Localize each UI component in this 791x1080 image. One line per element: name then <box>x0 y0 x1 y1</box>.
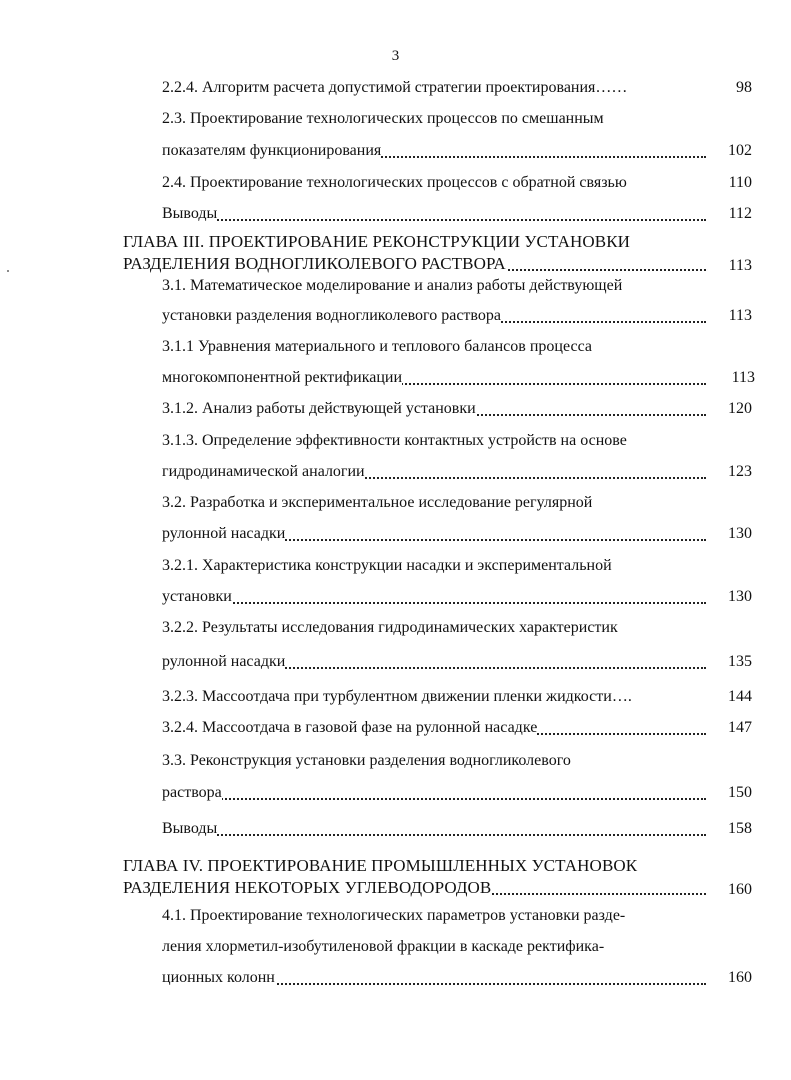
toc-entry-text: 3.2.1. Характеристика конструкции насадки и экспериментальной <box>162 557 612 574</box>
page-number: 3 <box>391 48 400 64</box>
toc-entry-line-with-leader <box>162 652 706 672</box>
toc-page-number: 150 <box>728 784 752 801</box>
toc-entry-text: 3.1.3. Определение эффективности контактных устройств на основе <box>162 432 627 449</box>
toc-entry-line-with-leader <box>162 141 706 161</box>
toc-page-number: 160 <box>728 969 752 986</box>
toc-entry-text: ционных колонн <box>162 969 275 986</box>
toc-entry-line-with-leader <box>123 254 706 274</box>
dot-leader <box>162 798 706 800</box>
toc-entry-line-with-leader <box>162 399 706 419</box>
toc-entry-text: рулонной насадки <box>162 653 286 670</box>
toc-entry-line-with-leader <box>162 524 706 544</box>
toc-entry-text: многокомпонентной ректификации <box>162 369 403 386</box>
toc-page-number: 113 <box>731 369 755 386</box>
toc-entry-text: 3.2. Разработка и экспериментальное исследование регулярной <box>162 494 593 511</box>
toc-entry-line-with-leader <box>162 718 706 738</box>
chapter-heading-line: ГЛАВА III. ПРОЕКТИРОВАНИЕ РЕКОНСТРУКЦИИ УСТАНОВКИ <box>123 232 631 251</box>
toc-page-number: 130 <box>728 588 752 605</box>
toc-entry-text: установки разделения водногликолевого раствора <box>162 307 501 324</box>
toc-entry-line-with-leader <box>162 368 706 388</box>
toc-page-number: 112 <box>728 205 752 222</box>
toc-page-number: 160 <box>728 881 752 898</box>
toc-entry-text: 3.2.2. Результаты исследования гидродинамических характеристик <box>162 619 618 636</box>
toc-entry-text: 3.1. Математическое моделирование и анализ работы действующей <box>162 277 623 294</box>
dot-leader <box>162 834 706 836</box>
toc-entry-text: 2.2.4. Алгоритм расчета допустимой стратегии проектирования…… <box>162 79 628 96</box>
toc-page-number: 113 <box>728 257 752 274</box>
dot-leader <box>162 602 706 604</box>
toc-entry-text: РАЗДЕЛЕНИЯ НЕКОТОРЫХ УГЛЕВОДОРОДОВ <box>123 878 492 897</box>
dot-leader <box>162 219 706 221</box>
toc-page-number: 110 <box>728 174 752 191</box>
toc-page-number: 102 <box>728 142 752 159</box>
toc-entry-text: Выводы <box>162 820 218 837</box>
toc-entry-text: ления хлорметил-изобутиленовой фракции в каскаде ректифика- <box>162 938 605 955</box>
toc-entry-line-with-leader <box>162 306 706 326</box>
toc-entry-text: гидродинамической аналогии <box>162 463 365 480</box>
toc-page-number: 135 <box>728 653 752 670</box>
toc-entry-text: 2.4. Проектирование технологических процессов с обратной связью <box>162 174 627 191</box>
toc-entry-line-with-leader <box>162 968 706 988</box>
toc-page-number: 158 <box>728 820 752 837</box>
toc-page-number: 98 <box>736 79 752 96</box>
toc-entry-text: 2.3. Проектирование технологических процессов по смешанным <box>162 110 604 127</box>
toc-entry-line-with-leader <box>162 587 706 607</box>
scan-mark <box>7 270 9 272</box>
toc-entry-text: показателям функционирования <box>162 142 382 159</box>
toc-page-number: 144 <box>728 688 752 705</box>
toc-entry-text: 3.2.3. Массоотдача при турбулентном движении пленки жидкости…. <box>162 688 632 705</box>
toc-entry-text: рулонной насадки <box>162 525 286 542</box>
toc-entry-text: 3.1.2. Анализ работы действующей установки <box>162 400 476 417</box>
toc-entry-text: установки <box>162 588 232 605</box>
toc-entry-text: Выводы <box>162 205 218 222</box>
toc-entry-text: раствора <box>162 784 222 801</box>
toc-entry-text: 3.3. Реконструкция установки разделения водногликолевого <box>162 752 571 769</box>
toc-entry-line-with-leader <box>162 462 706 482</box>
toc-page-number: 123 <box>728 463 752 480</box>
toc-entry-line-with-leader <box>162 783 706 803</box>
toc-entry-text: 4.1. Проектирование технологических параметров установки разде- <box>162 907 626 924</box>
toc-entry-line-with-leader <box>162 204 706 224</box>
chapter-heading-line: ГЛАВА IV. ПРОЕКТИРОВАНИЕ ПРОМЫШЛЕННЫХ УСТАНОВОК <box>123 856 638 875</box>
toc-page-number: 130 <box>728 525 752 542</box>
toc-entry-text: 3.1.1 Уравнения материального и теплового балансов процесса <box>162 338 592 355</box>
toc-entry-line-with-leader <box>162 819 706 839</box>
toc-entry-text: 3.2.4. Массоотдача в газовой фазе на рулонной насадке <box>162 719 538 736</box>
toc-page-number: 120 <box>728 400 752 417</box>
toc-entry-line-with-leader <box>123 878 706 898</box>
toc-page-number: 113 <box>728 307 752 324</box>
toc-entry-text: РАЗДЕЛЕНИЯ ВОДНОГЛИКОЛЕВОГО РАСТВОРА <box>123 254 506 273</box>
toc-page-number: 147 <box>728 719 752 736</box>
